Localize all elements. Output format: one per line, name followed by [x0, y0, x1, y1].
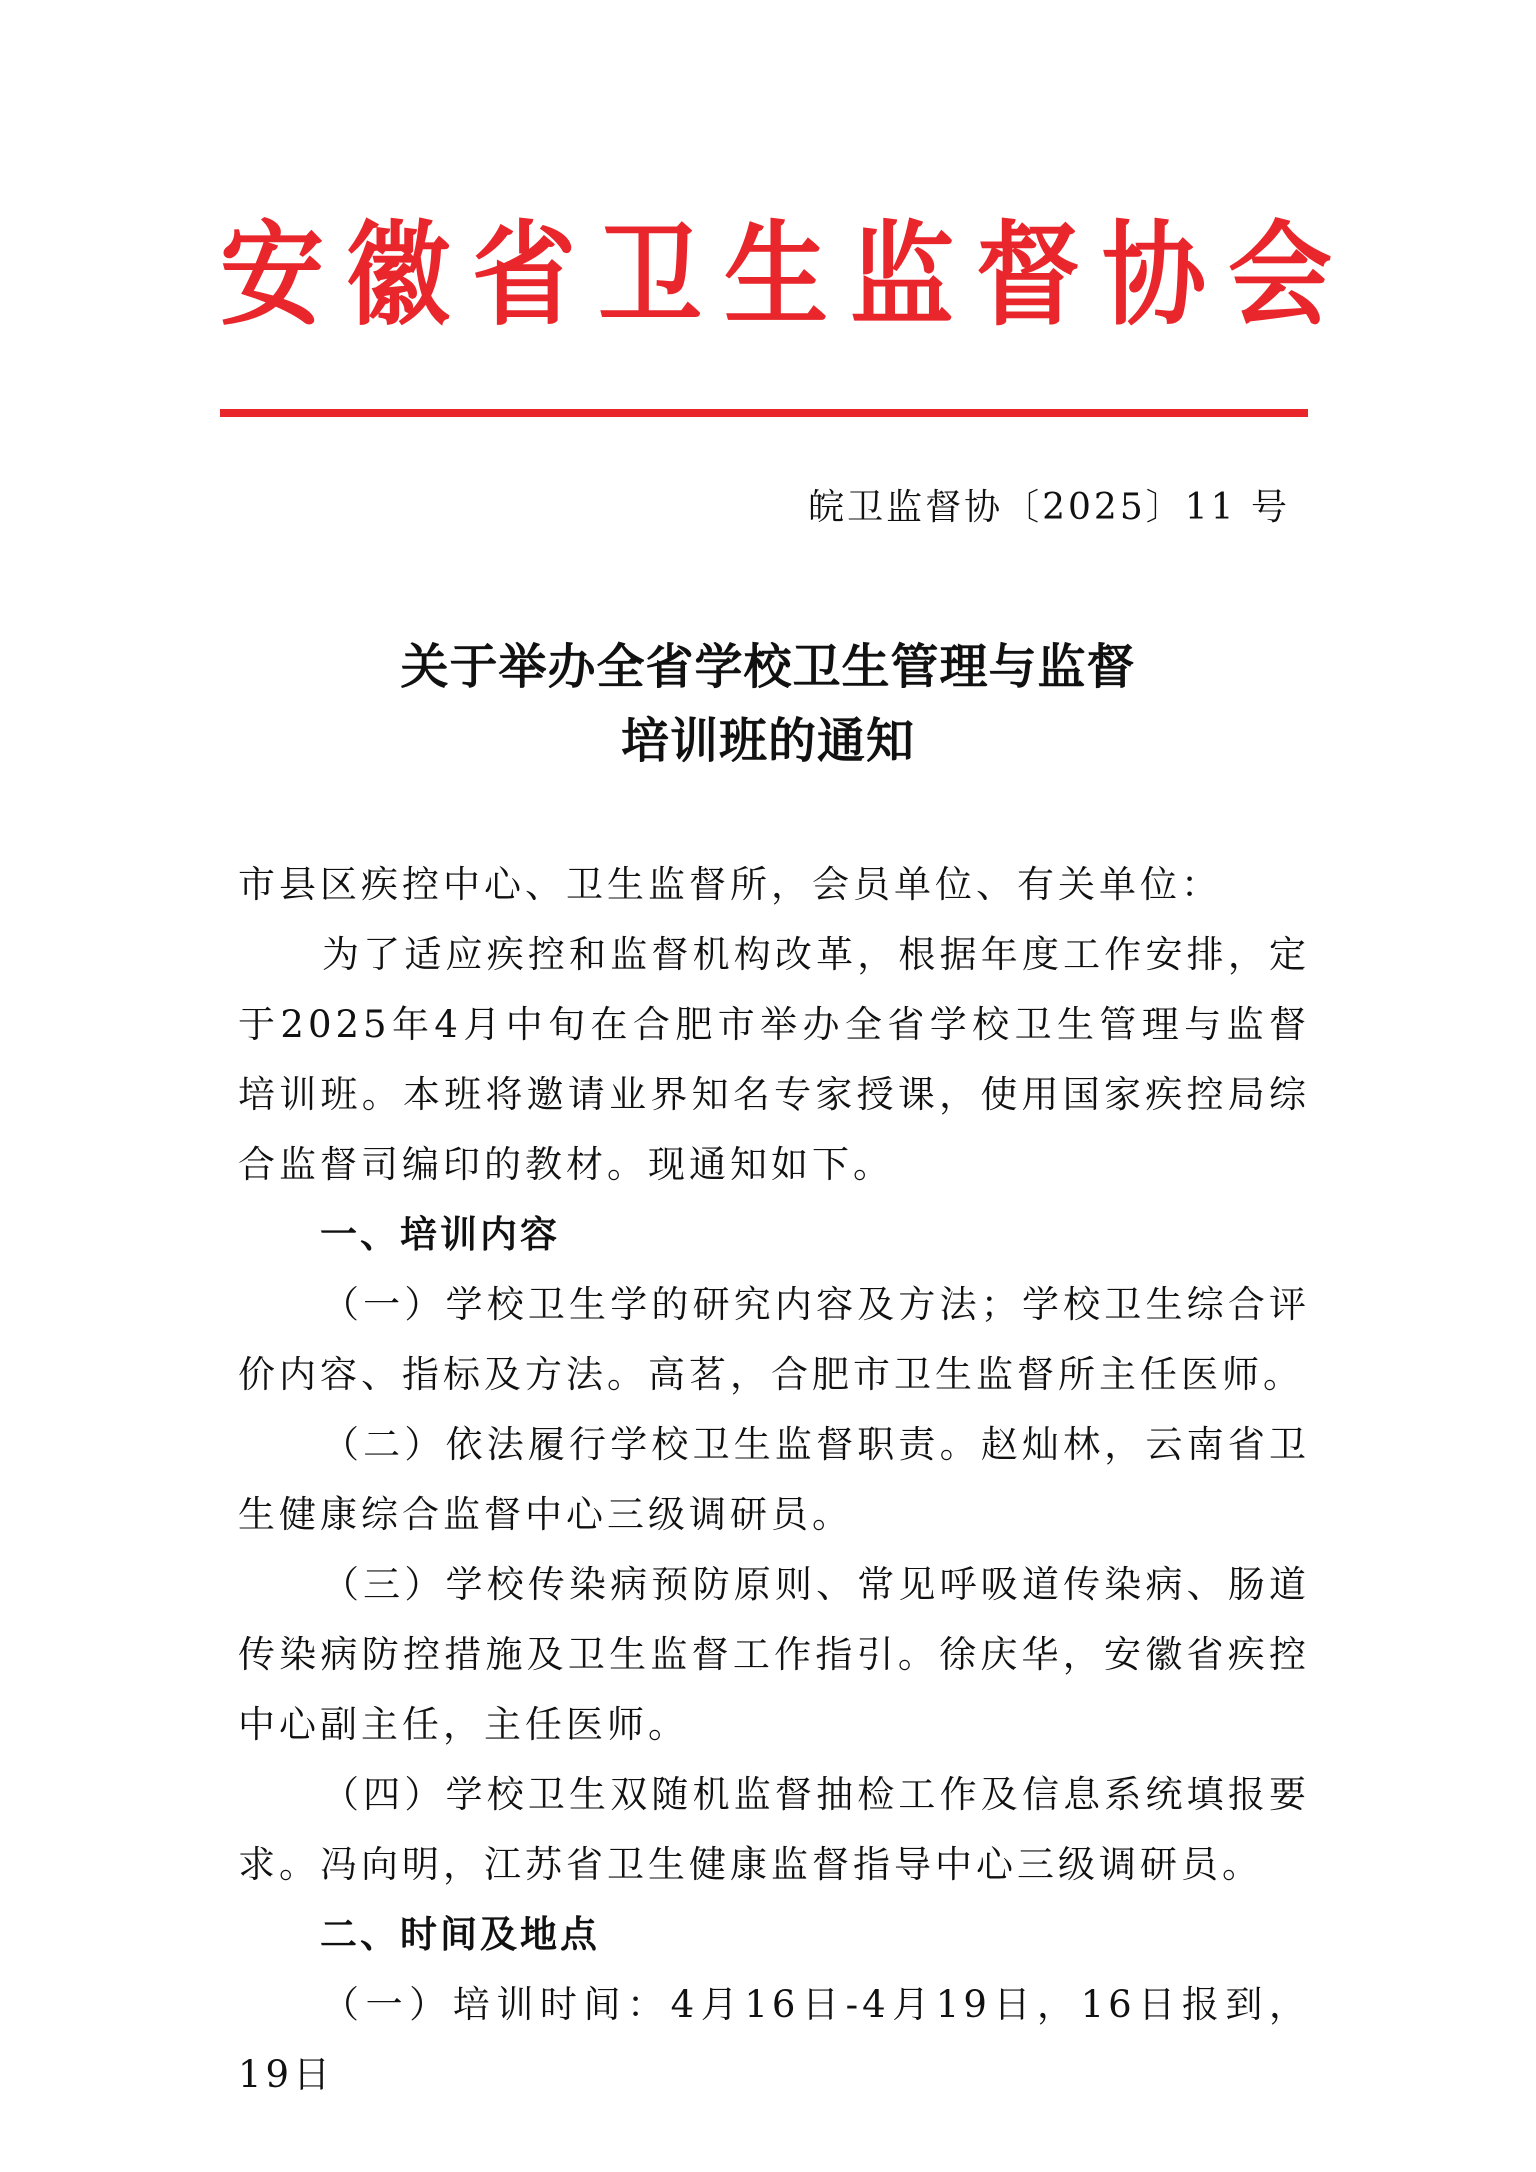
training-item-1: （一）学校卫生学的研究内容及方法；学校卫生综合评价内容、指标及方法。高茗，合肥市卫生监督所主任医师。 — [238, 1283, 1310, 1396]
salutation: 市县区疾控中心、卫生监督所，会员单位、有关单位： — [238, 863, 1222, 906]
header-red-rule — [220, 409, 1308, 417]
section-heading-training-content: 一、培训内容 — [320, 1213, 560, 1256]
organization-header: 安徽省卫生监督协会 — [220, 209, 1355, 341]
document-title — [236, 630, 1300, 778]
intro-paragraph: 为了适应疾控和监督机构改革，根据年度工作安排，定于2025年4月中旬在合肥市举办全省学校卫生管理与监督培训班。本班将邀请业界知名专家授课，使用国家疾控局综合监督司编印的教材。现通知如下。 — [238, 933, 1310, 1186]
document-body — [238, 850, 1310, 2110]
title-line-1: 关于举办全省学校卫生管理与监督 — [400, 639, 1136, 695]
time-location-item-1: （一）培训时间：4月16日-4月19日，16日报到，19日 — [238, 1983, 1310, 2096]
document-number: 皖卫监督协〔2025〕11 号 — [808, 487, 1290, 528]
title-line-2: 培训班的通知 — [620, 713, 915, 769]
training-item-4: （四）学校卫生双随机监督抽检工作及信息系统填报要求。冯向明，江苏省卫生健康监督指导中心三级调研员。 — [238, 1773, 1310, 1886]
training-item-2: （二）依法履行学校卫生监督职责。赵灿林，云南省卫生健康综合监督中心三级调研员。 — [238, 1423, 1310, 1536]
training-item-3: （三）学校传染病预防原则、常见呼吸道传染病、肠道传染病防控措施及卫生监督工作指引。徐庆华，安徽省疾控中心副主任，主任医师。 — [238, 1563, 1310, 1746]
section-heading-time-location: 二、时间及地点 — [320, 1913, 600, 1956]
